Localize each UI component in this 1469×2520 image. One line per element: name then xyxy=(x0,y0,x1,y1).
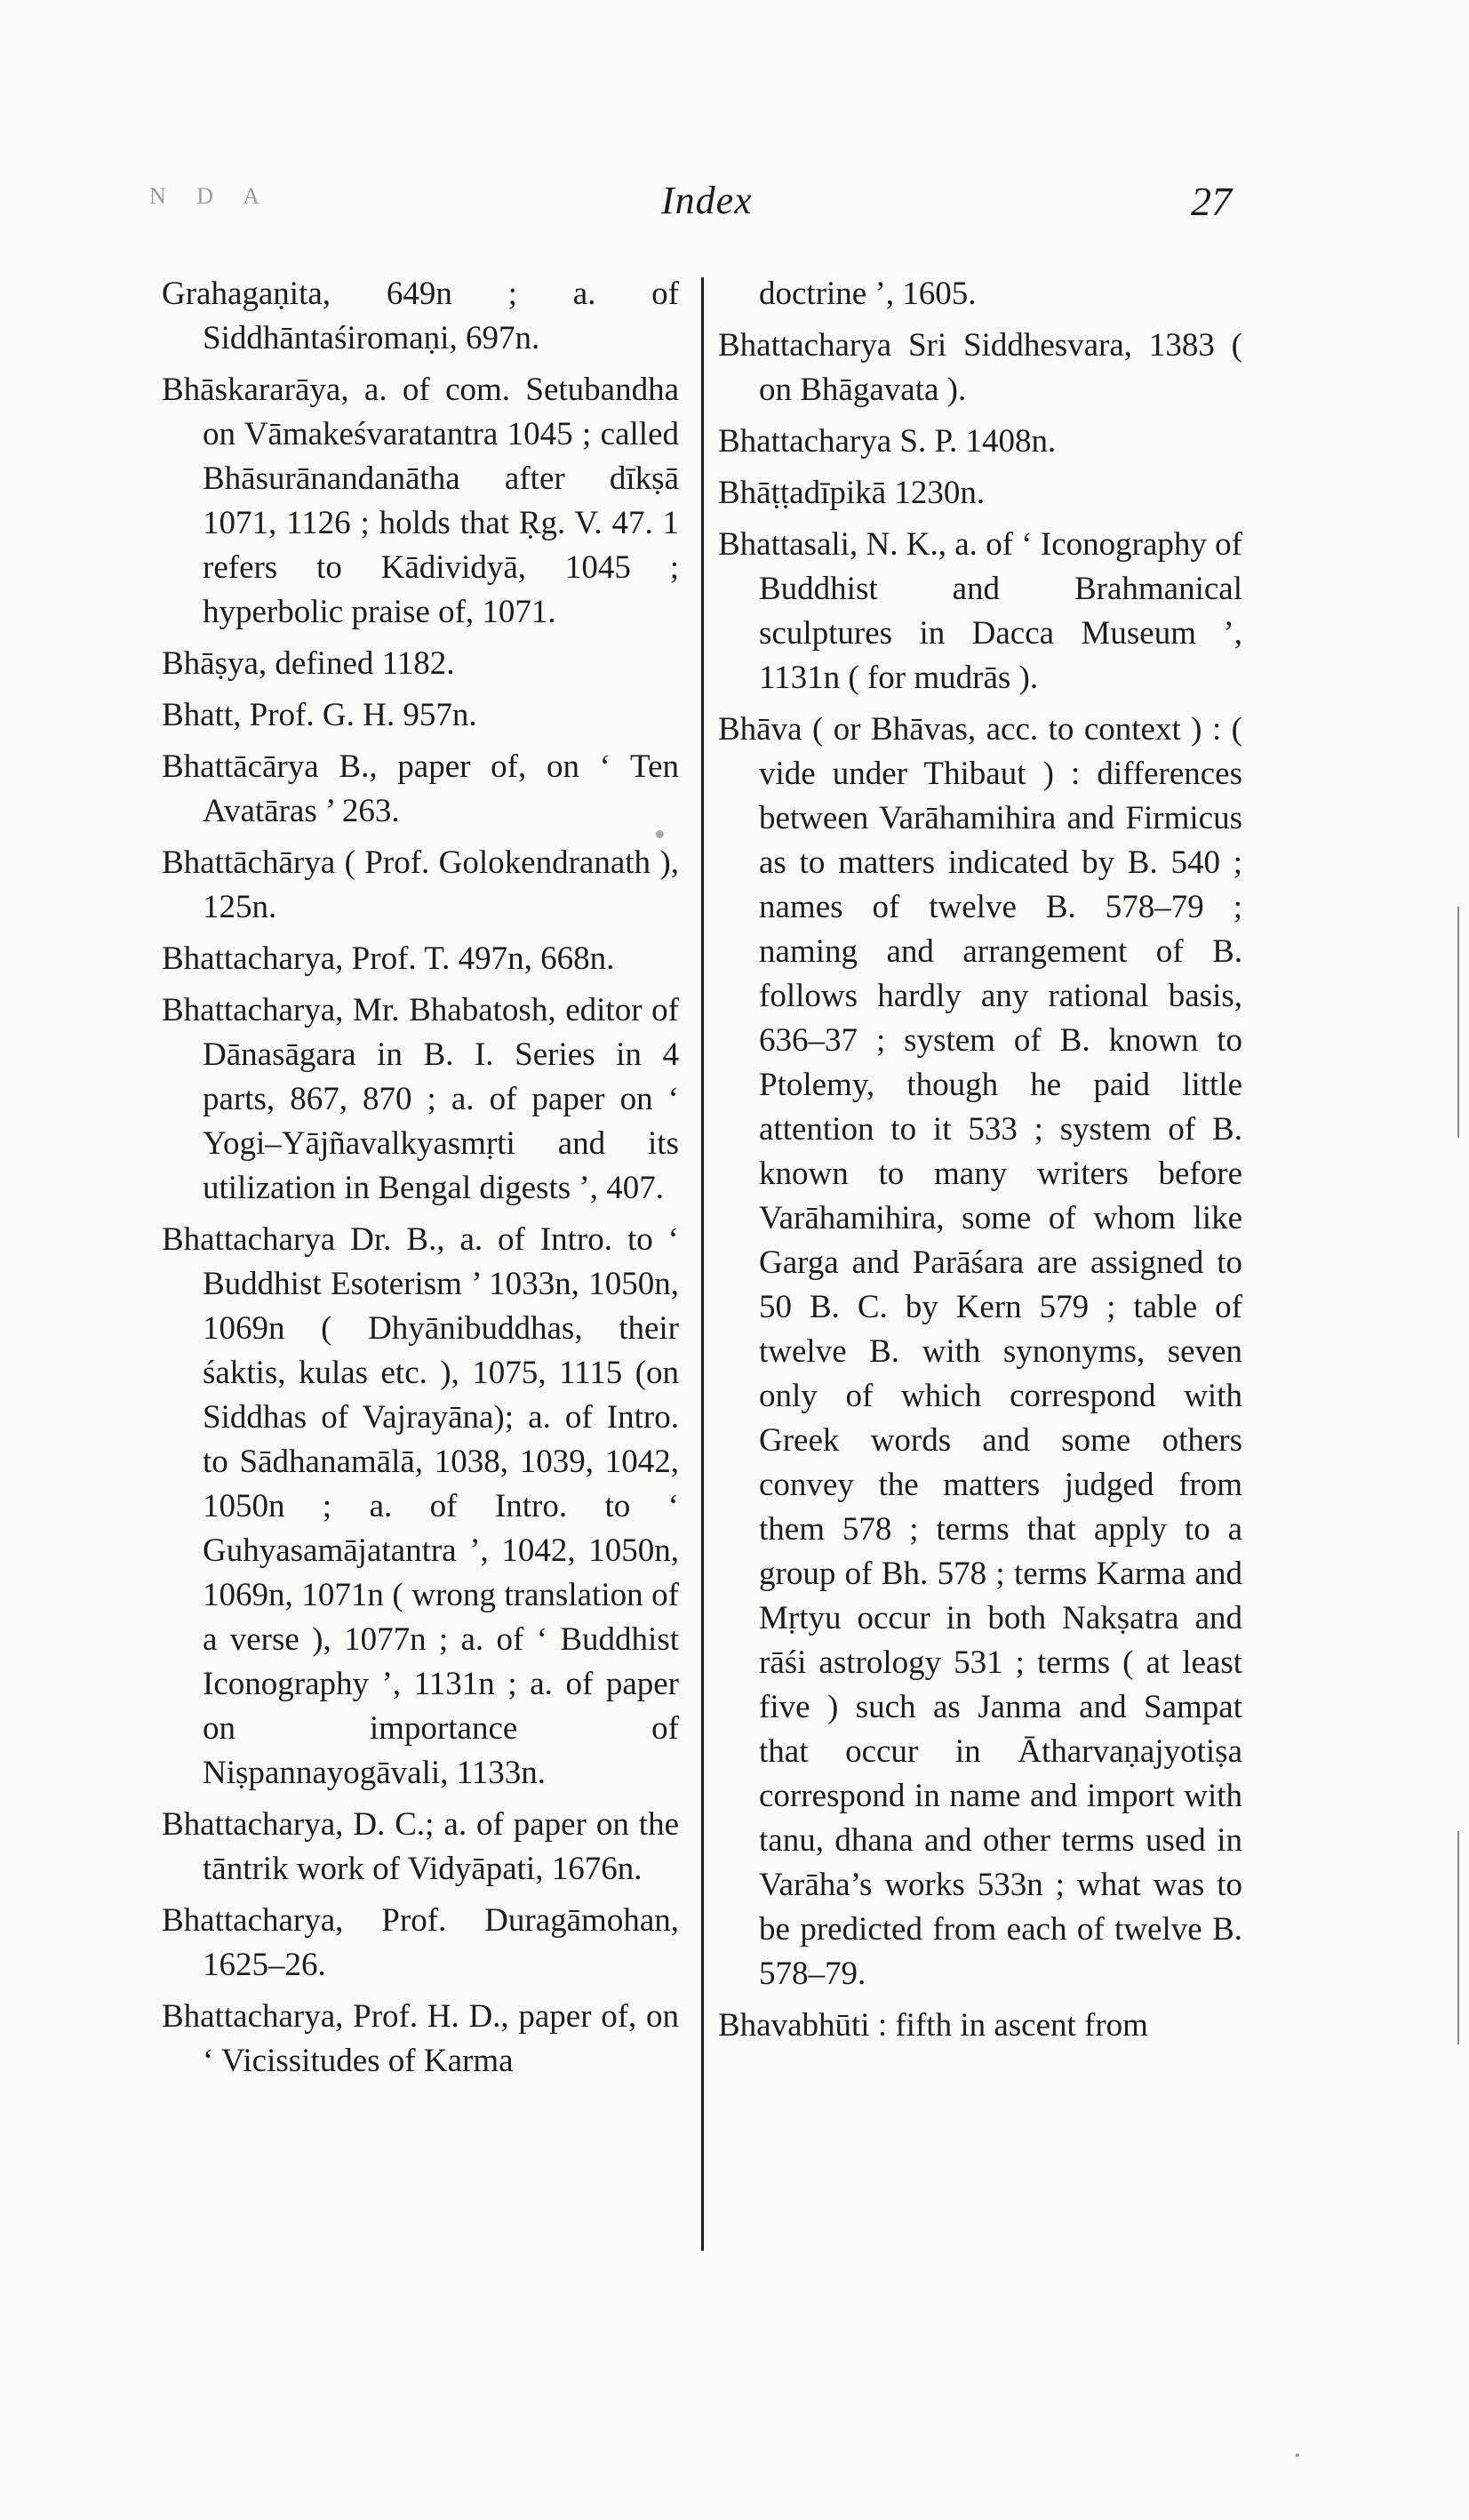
index-entry: Bhatt, Prof. G. H. 957n. xyxy=(162,697,477,733)
index-entry: Bhattacharya, Prof. T. 497n, 668n. xyxy=(162,940,615,977)
left-column xyxy=(162,272,679,2091)
index-entry: Bhattācārya B., paper of, on ‘ Ten Avatāras ’ 263. xyxy=(162,748,679,829)
index-entry: Bhavabhūti : fifth in ascent from xyxy=(718,2007,1148,2044)
index-entry: Bhattacharya, Prof. Duragāmohan, 1625–26. xyxy=(162,1902,679,1983)
scan-edge-line xyxy=(1457,1831,1459,2044)
scan-edge-line xyxy=(1457,907,1459,1138)
index-entry-continuation: doctrine ’, 1605. xyxy=(759,276,977,312)
right-column xyxy=(718,272,1242,2055)
scan-speck xyxy=(1296,2453,1299,2457)
index-entry: Grahagaṇita, 649n ; a. of Siddhāntaśiromaṇi, 697n. xyxy=(162,276,679,356)
library-stamp: N D A xyxy=(149,183,272,209)
index-entry: Bhāva ( or Bhāvas, acc. to context ) : ( vide under Thibaut ) : differences between Varāhamihira and Firmicus as to matters indicated by B. 540 ; names of twelve B. 578–79 ; naming and arrangement of B. follows hardly any rational basis, 636–37 ; system of B. known to Ptolemy, though he paid little attention to it 533 ; system of B. known to many writers before Varāhamihira, some of whom like Garga and Parāśara are assigned to 50 B. C. by Kern 579 ; table of twelve B. with synonyms, seven only of which correspond with Greek words and some others convey the matters judged from them 578 ; terms that apply to a group of Bh. 578 ; terms Karma and Mṛtyu occur in both Nakṣatra and rāśi astrology 531 ; terms ( at least five ) such as Janma and Sampat that occur in Ātharvaṇajyotiṣa correspond in name and import with tanu, dhana and other terms used in Varāha’s works 533n ; what was to be predicted from each of twelve B. 578–79. xyxy=(718,711,1242,1992)
index-entry: Bhattacharya, D. C.; a. of paper on the tāntrik work of Vidyāpati, 1676n. xyxy=(162,1806,679,1887)
index-entry: Bhattacharya, Prof. H. D., paper of, on ‘ Vicissitudes of Karma xyxy=(162,1998,679,2079)
index-entry: Bhattacharya S. P. 1408n. xyxy=(718,423,1057,460)
page-header xyxy=(0,178,1469,240)
scan-speck xyxy=(656,830,664,838)
index-entry: Bhāṣya, defined 1182. xyxy=(162,645,455,682)
index-entry: Bhattasali, N. K., a. of ‘ Iconography of Buddhist and Brahmanical sculptures in Dacca Museum ’, 1131n ( for mudrās ). xyxy=(718,526,1242,696)
index-entry: Bhattāchārya ( Prof. Golokendranath ), 125n. xyxy=(162,844,679,925)
index-entry: Bhattacharya, Mr. Bhabatosh, editor of Dānasāgara in B. I. Series in 4 parts, 867, 870 ; a. of paper on ‘ Yogi–Yājñavalkyasmṛti and its utilization in Bengal digests ’, 407. xyxy=(162,992,679,1206)
running-title: Index xyxy=(661,179,753,222)
index-entry: Bhāskararāya, a. of com. Setubandha on Vāmakeśvaratantra 1045 ; called Bhāsurānandanātha after dīkṣā 1071, 1126 ; holds that Ṛg. V. 47. 1 refers to Kādividyā, 1045 ; hyperbolic praise of, 1071. xyxy=(162,372,679,630)
index-entry: Bhāṭṭadīpikā 1230n. xyxy=(718,475,986,511)
column-divider xyxy=(701,277,704,2251)
index-entry: Bhattacharya Dr. B., a. of Intro. to ‘ Buddhist Esoterism ’ 1033n, 1050n, 1069n ( Dhyānibuddhas, their śaktis, kulas etc. ), 1075, 1115 (on Siddhas of Vajrayāna); a. of Intro. to Sādhanamālā, 1038, 1039, 1042, 1050n ; a. of Intro. to ‘ Guhyasamājatantra ’, 1042, 1050n, 1069n, 1071n ( wrong translation of a verse ), 1077n ; a. of ‘ Buddhist Iconography ’, 1131n ; a. of paper on importance of Niṣpannayogāvali, 1133n. xyxy=(162,1221,679,1791)
index-entry: Bhattacharya Sri Siddhesvara, 1383 ( on Bhāgavata ). xyxy=(718,327,1242,408)
page-number: 27 xyxy=(1191,179,1232,224)
